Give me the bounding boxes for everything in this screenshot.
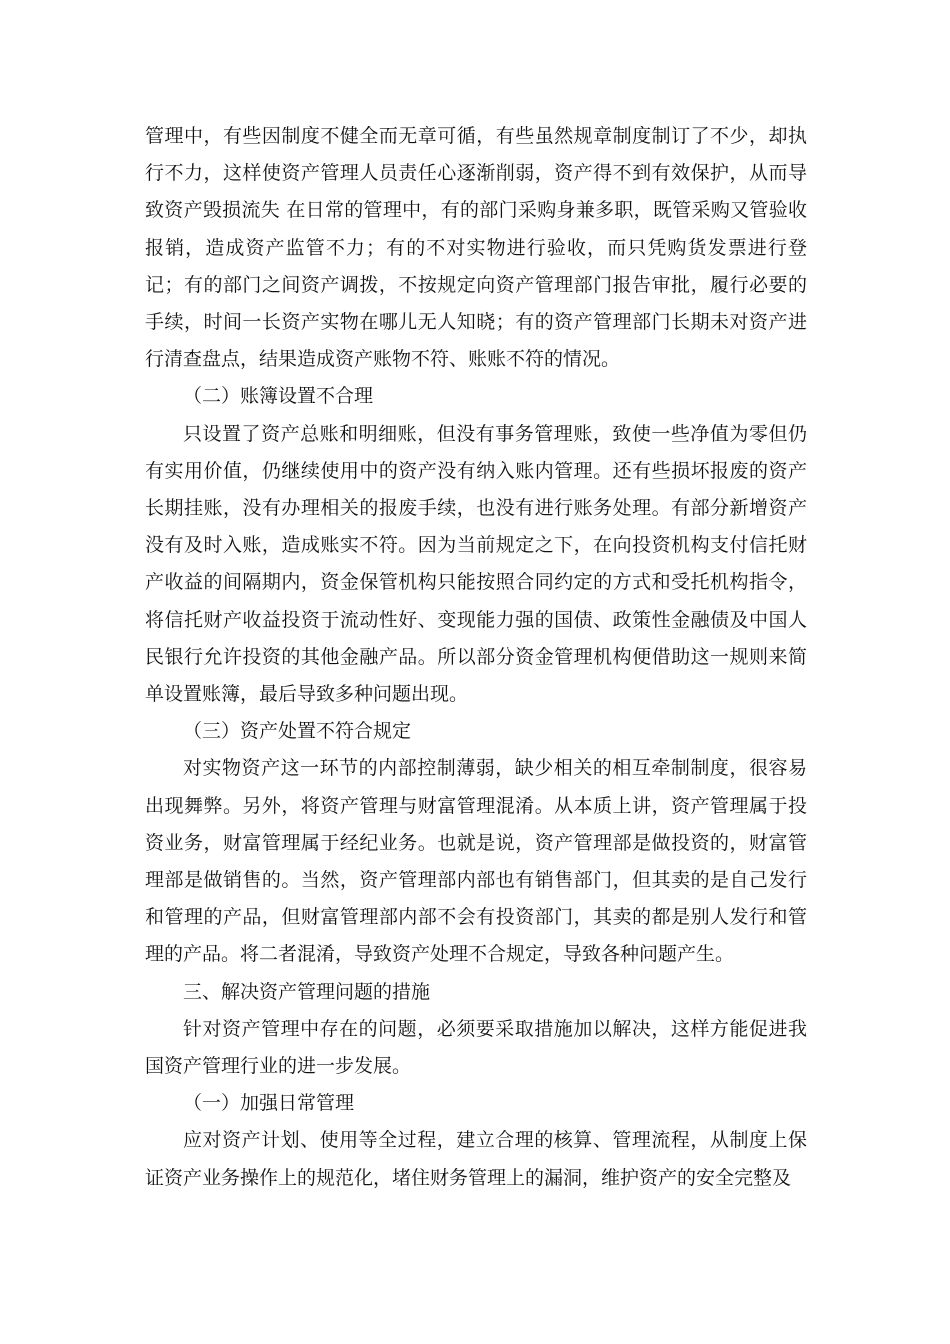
subsection-heading: （三）资产处置不符合规定 (183, 720, 412, 743)
document-page (145, 118, 807, 1197)
body-paragraph: 应对资产计划、使用等全过程，建立合理的核算、管理流程，从制度上保证资产业务操作上的规范化，堵住财务管理上的漏洞，维护资产的安全完整及 (145, 1129, 807, 1189)
body-paragraph: 对实物资产这一环节的内部控制薄弱，缺少相关的相互牵制制度，很容易出现舞弊。另外，将资产管理与财富管理混淆。从本质上讲，资产管理属于投资业务，财富管理属于经纪业务。也就是说，资产管理部是做投资的，财富管理部是做销售的。当然，资产管理部内部也有销售部门，但其卖的是自己发行和管理的产品，但财富管理部内部不会有投资部门，其卖的都是别人发行和管理的产品。将二者混淆，导致资产处理不合规定，导致各种问题产生。 (145, 757, 807, 966)
subsection-heading: （一）加强日常管理 (183, 1092, 355, 1115)
body-paragraph: 针对资产管理中存在的问题，必须要采取措施加以解决，这样方能促进我国资产管理行业的进一步发展。 (145, 1017, 807, 1078)
body-paragraph: 只设置了资产总账和明细账，但没有事务管理账，致使一些净值为零但仍有实用价值，仍继续使用中的资产没有纳入账内管理。还有些损坏报废的资产长期挂账，没有办理相关的报废手续，也没有进行账务处理。有部分新增资产没有及时入账，造成账实不符。因为当前规定之下，在向投资机构支付信托财产收益的间隔期内，资金保管机构只能按照合同约定的方式和受托机构指令，将信托财产收益投资于流动性好、变现能力强的国债、政策性金融债及中国人民银行允许投资的其他金融产品。所以部分资金管理机构便借助这一规则来简单设置账簿，最后导致多种问题出现。 (145, 422, 807, 706)
subsection-heading: （二）账簿设置不合理 (183, 385, 374, 408)
body-paragraph: 管理中，有些因制度不健全而无章可循，有些虽然规章制度制订了不少，却执行不力，这样使资产管理人员责任心逐渐削弱，资产得不到有效保护，从而导致资产毁损流失 在日常的管理中，有的部门采购身兼多职，既管采购又管验收报销，造成资产监管不力；有的不对实物进行验收，而只凭购货发票进行登记；有的部门之间资产调拨，不按规定向资产管理部门报告审批，履行必要的手续，时间一长资产实物在哪儿无人知晓；有的资产管理部门长期未对资产进行清查盘点，结果造成资产账物不符、账账不符的情况。 (145, 125, 807, 371)
section-heading: 三、解决资产管理问题的措施 (183, 980, 431, 1003)
